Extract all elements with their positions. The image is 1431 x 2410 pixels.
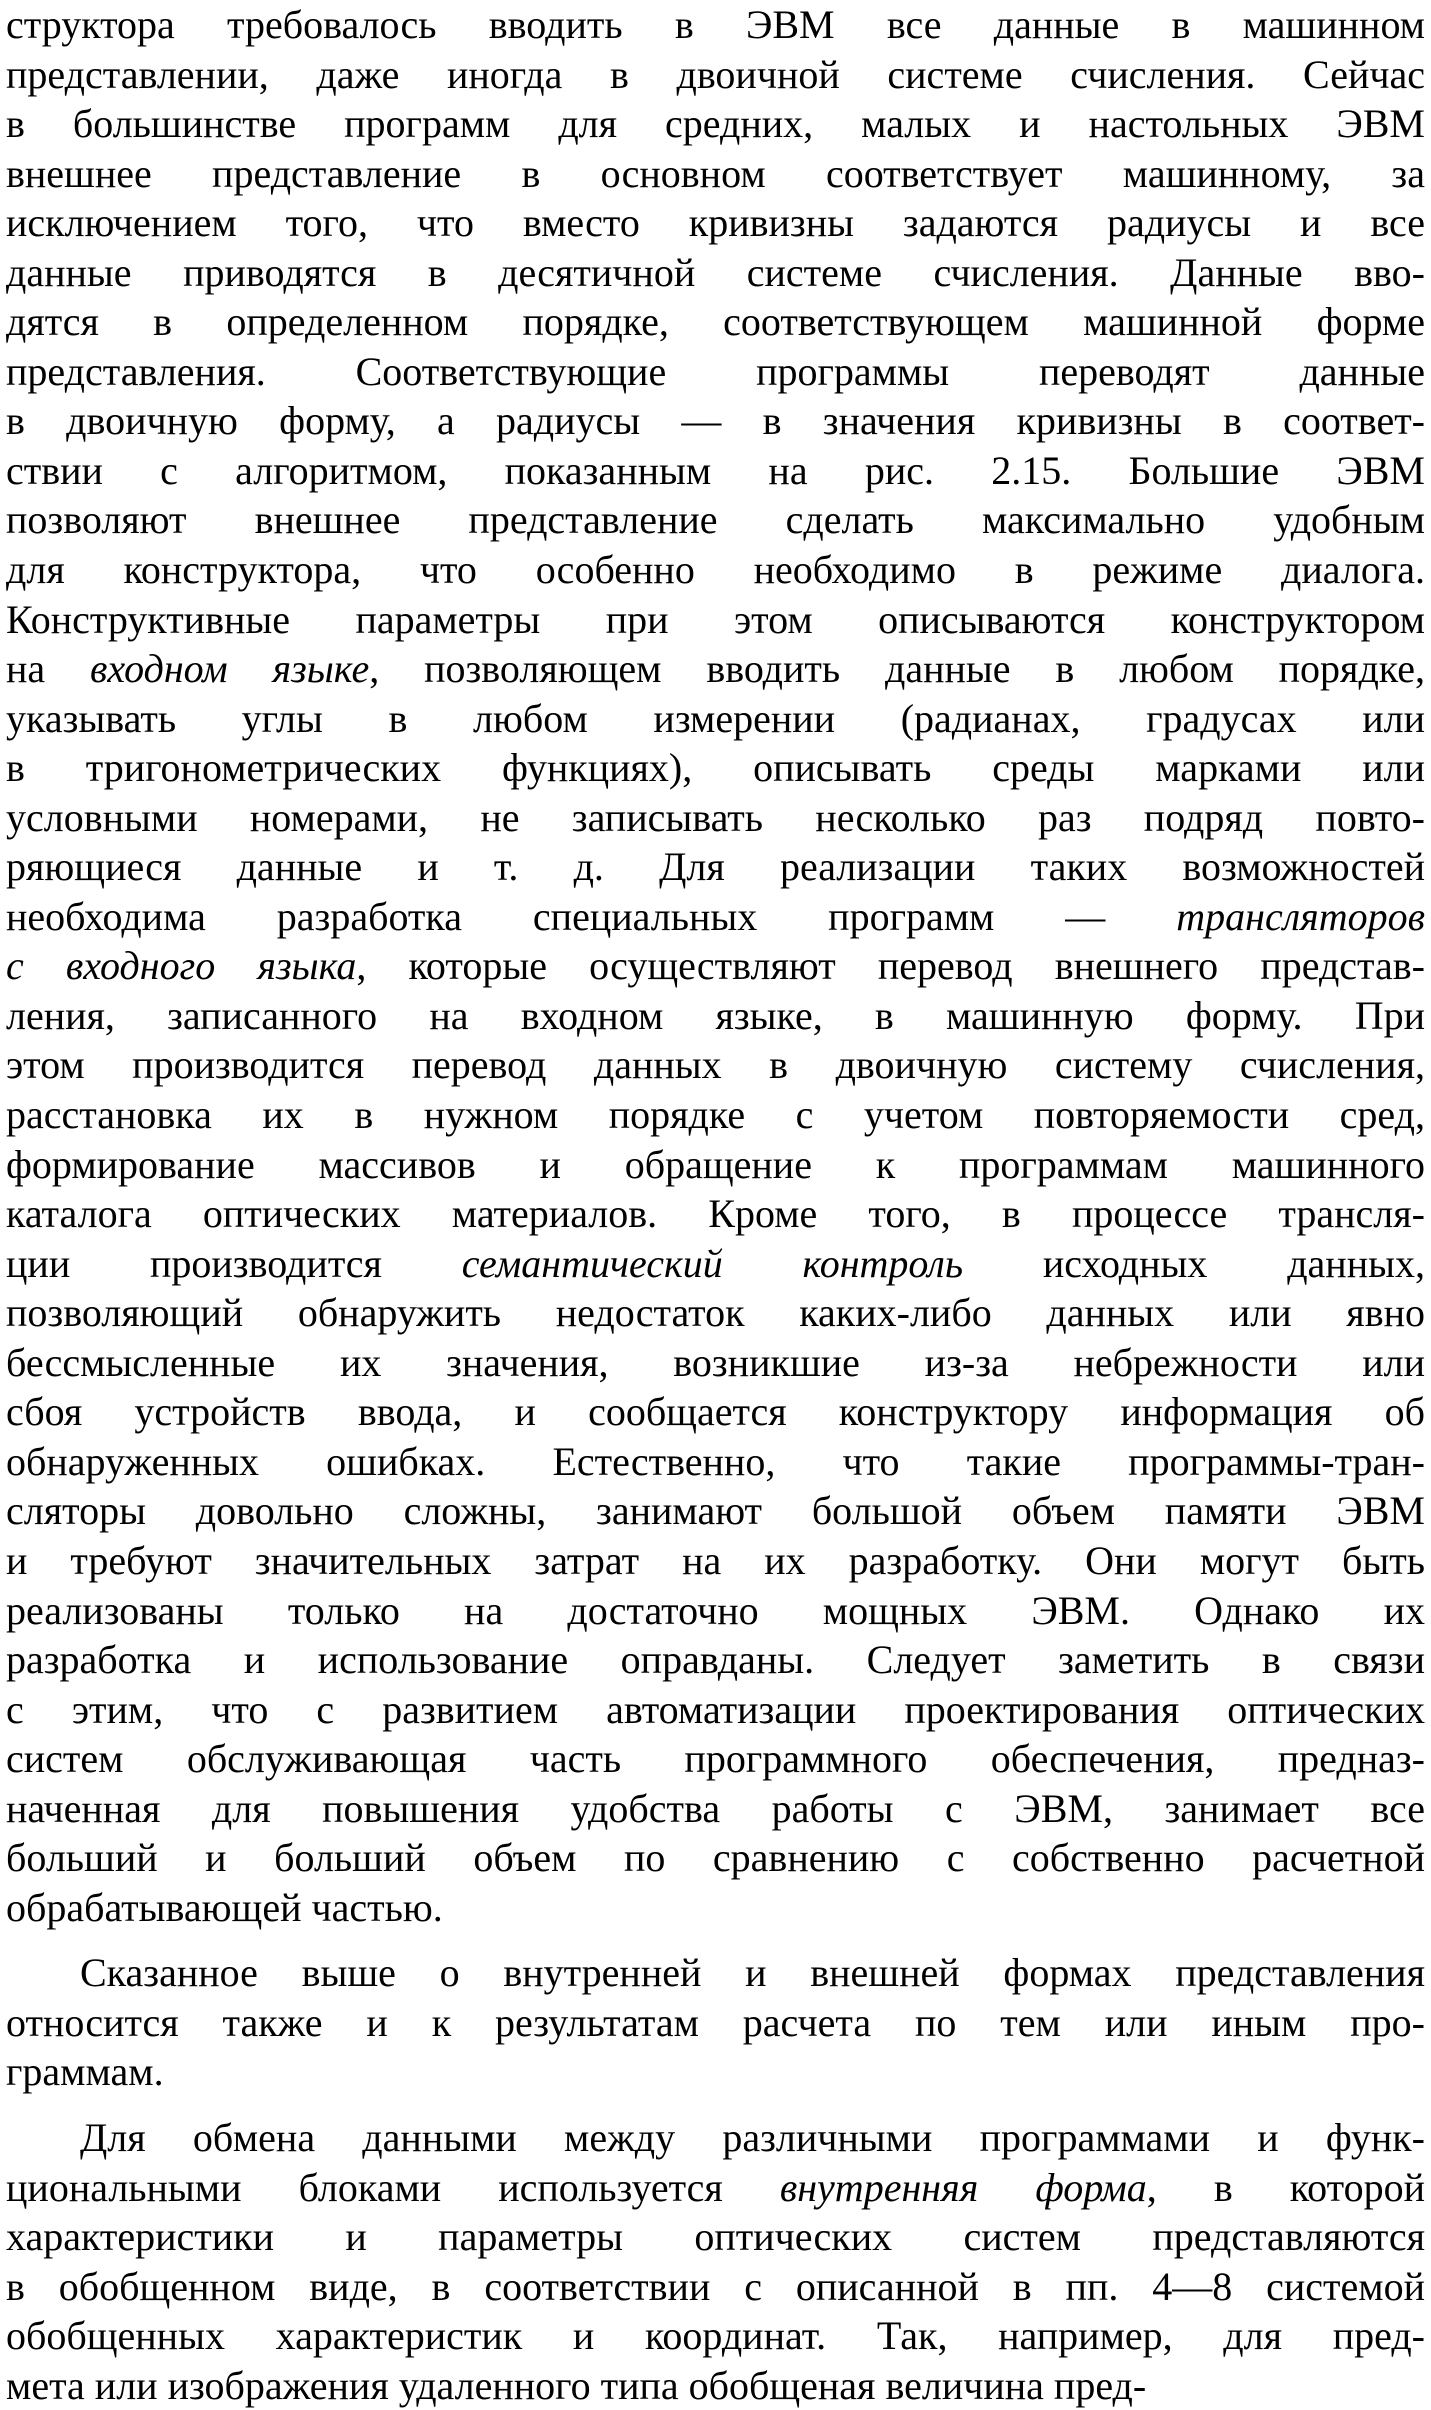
- text-segment: мета или изображения удаленного типа обобщеная величина пред-: [6, 2362, 1147, 2408]
- text-segment: обобщенных характеристик и координат. Так, например, для пред-: [6, 2313, 1425, 2359]
- text-line: [6, 446, 1425, 496]
- text-segment: и требуют значительных затрат на их разработку. Они могут быть: [6, 1537, 1425, 1583]
- text-segment: в тригонометрических функциях), описывать среды марками или: [6, 745, 1425, 791]
- text-segment: исходных данных,: [963, 1240, 1425, 1286]
- text-segment: бессмысленные их значения, возникшие из-за небрежности или: [6, 1339, 1425, 1385]
- text-line: [6, 1040, 1425, 1090]
- text-line: [6, 1685, 1425, 1735]
- text-segment: позволяющий обнаружить недостаток каких-либо данных или явно: [6, 1290, 1425, 1336]
- italic-term: внутренняя форма: [779, 2164, 1147, 2210]
- text-body: [6, 0, 1425, 2410]
- text-segment: ления, записанного на входном языке, в машинную форму. При: [6, 992, 1425, 1038]
- text-segment: сляторы довольно сложны, занимают большой объем памяти ЭВМ: [6, 1488, 1425, 1534]
- text-line: [6, 1437, 1425, 1487]
- text-line: [6, 1536, 1425, 1586]
- text-segment: сбоя устройств ввода, и сообщается конструктору информация об: [6, 1389, 1425, 1435]
- text-line: [6, 50, 1425, 100]
- paragraph: [6, 0, 1425, 1932]
- text-line: [6, 1948, 1425, 1998]
- text-line: [6, 1734, 1425, 1784]
- text-line: [6, 248, 1425, 298]
- text-line: [6, 595, 1425, 645]
- text-segment: граммам.: [6, 2049, 164, 2095]
- text-line: [6, 297, 1425, 347]
- text-segment: , которые осуществляют перевод внешнего представ-: [356, 943, 1425, 989]
- paragraph: [6, 1948, 1425, 2097]
- text-line: [6, 793, 1425, 843]
- text-segment: систем обслуживающая часть программного обеспечения, предназ-: [6, 1736, 1425, 1782]
- text-segment: обрабатывающей частью.: [6, 1884, 443, 1930]
- text-line: [6, 743, 1425, 793]
- text-segment: Конструктивные параметры при этом описываются конструктором: [6, 596, 1425, 642]
- text-line: [6, 2311, 1425, 2361]
- text-line: [6, 2113, 1425, 2163]
- text-line: [6, 495, 1425, 545]
- text-segment: в большинстве программ для средних, малых и настольных ЭВМ: [6, 101, 1425, 147]
- italic-term: трансляторов: [1176, 893, 1425, 939]
- text-line: [6, 2262, 1425, 2312]
- text-segment: Для обмена данными между различными программами и функ-: [80, 2114, 1425, 2160]
- italic-term: входном языке: [90, 646, 370, 692]
- text-segment: ствии с алгоритмом, показанным на рис. 2.15. Большие ЭВМ: [6, 447, 1425, 493]
- text-segment: ции производится: [6, 1240, 462, 1286]
- text-segment: исключением того, что вместо кривизны задаются радиусы и все: [6, 200, 1425, 246]
- text-line: [6, 2212, 1425, 2262]
- text-segment: представлении, даже иногда в двоичной системе счисления. Сейчас: [6, 51, 1425, 97]
- text-segment: внешнее представление в основном соответствует машинному, за: [6, 150, 1425, 196]
- text-segment: ряющиеся данные и т. д. Для реализации таких возможностей: [6, 844, 1425, 890]
- text-line: [6, 1833, 1425, 1883]
- text-line: [6, 1635, 1425, 1685]
- text-segment: дятся в определенном порядке, соответствующем машинной форме: [6, 299, 1425, 345]
- text-segment: расстановка их в нужном порядке с учетом повторяемости сред,: [6, 1092, 1425, 1138]
- text-segment: относится также и к результатам расчета по тем или иным про-: [6, 1999, 1425, 2045]
- text-segment: структора требовалось вводить в ЭВМ все данные в машинном: [6, 2, 1425, 47]
- text-segment: представления. Соответствующие программы переводят данные: [6, 348, 1425, 394]
- text-segment: на: [6, 646, 90, 692]
- text-line: [6, 396, 1425, 446]
- text-line: [6, 1140, 1425, 1190]
- text-segment: больший и больший объем по сравнению с собственно расчетной: [6, 1835, 1425, 1881]
- text-line: [6, 1784, 1425, 1834]
- text-line: [6, 644, 1425, 694]
- text-segment: с этим, что с развитием автоматизации проектирования оптических: [6, 1686, 1425, 1732]
- text-segment: обнаруженных ошибках. Естественно, что такие программы-тран-: [6, 1438, 1425, 1484]
- text-line: [6, 694, 1425, 744]
- text-line: [6, 1586, 1425, 1636]
- text-line: [6, 99, 1425, 149]
- italic-term: с входного языка: [6, 943, 357, 989]
- text-segment: наченная для повышения удобства работы с ЭВМ, занимает все: [6, 1785, 1425, 1831]
- text-line: [6, 1189, 1425, 1239]
- text-line: [6, 2163, 1425, 2213]
- text-segment: , позволяющем вводить данные в любом порядке,: [369, 646, 1425, 692]
- text-line: [6, 1338, 1425, 1388]
- text-line: [6, 1090, 1425, 1140]
- text-line: [6, 347, 1425, 397]
- text-line: [6, 1288, 1425, 1338]
- text-line: [6, 149, 1425, 199]
- text-segment: разработка и использование оправданы. Следует заметить в связи: [6, 1637, 1425, 1683]
- text-line: [6, 991, 1425, 1041]
- text-segment: необходима разработка специальных программ —: [6, 893, 1177, 939]
- text-segment: характеристики и параметры оптических систем представляются: [6, 2214, 1425, 2260]
- text-segment: Сказанное выше о внутренней и внешней формах представления: [80, 1950, 1425, 1996]
- text-line: [6, 545, 1425, 595]
- text-line: [6, 1239, 1425, 1289]
- text-line: [6, 1486, 1425, 1536]
- text-segment: условными номерами, не записывать несколько раз подряд повто-: [6, 794, 1425, 840]
- italic-term: семантический контроль: [461, 1240, 964, 1286]
- text-segment: этом производится перевод данных в двоичную систему счисления,: [6, 1042, 1425, 1088]
- text-segment: данные приводятся в десятичной системе счисления. Данные вво-: [6, 249, 1425, 295]
- text-segment: циональными блоками используется: [6, 2164, 780, 2210]
- text-line: [6, 842, 1425, 892]
- text-line: [6, 2047, 1425, 2097]
- text-segment: для конструктора, что особенно необходимо в режиме диалога.: [6, 547, 1425, 593]
- text-line: [6, 0, 1425, 50]
- text-line: [6, 1387, 1425, 1437]
- text-line: [6, 1883, 1425, 1933]
- text-segment: позволяют внешнее представление сделать максимально удобным: [6, 497, 1425, 543]
- text-line: [6, 2361, 1425, 2410]
- text-segment: формирование массивов и обращение к программам машинного: [6, 1141, 1425, 1187]
- text-segment: каталога оптических материалов. Кроме того, в процессе трансля-: [6, 1191, 1425, 1237]
- text-segment: в двоичную форму, а радиусы — в значения кривизны в соответ-: [6, 398, 1425, 444]
- text-segment: , в которой: [1146, 2164, 1425, 2210]
- text-segment: реализованы только на достаточно мощных ЭВМ. Однако их: [6, 1587, 1425, 1633]
- text-line: [6, 1998, 1425, 2048]
- paragraph: [6, 2113, 1425, 2410]
- text-line: [6, 892, 1425, 942]
- text-segment: в обобщенном виде, в соответствии с описанной в пп. 4—8 системой: [6, 2263, 1425, 2309]
- text-line: [6, 941, 1425, 991]
- text-line: [6, 198, 1425, 248]
- text-segment: указывать углы в любом измерении (радианах, градусах или: [6, 695, 1425, 741]
